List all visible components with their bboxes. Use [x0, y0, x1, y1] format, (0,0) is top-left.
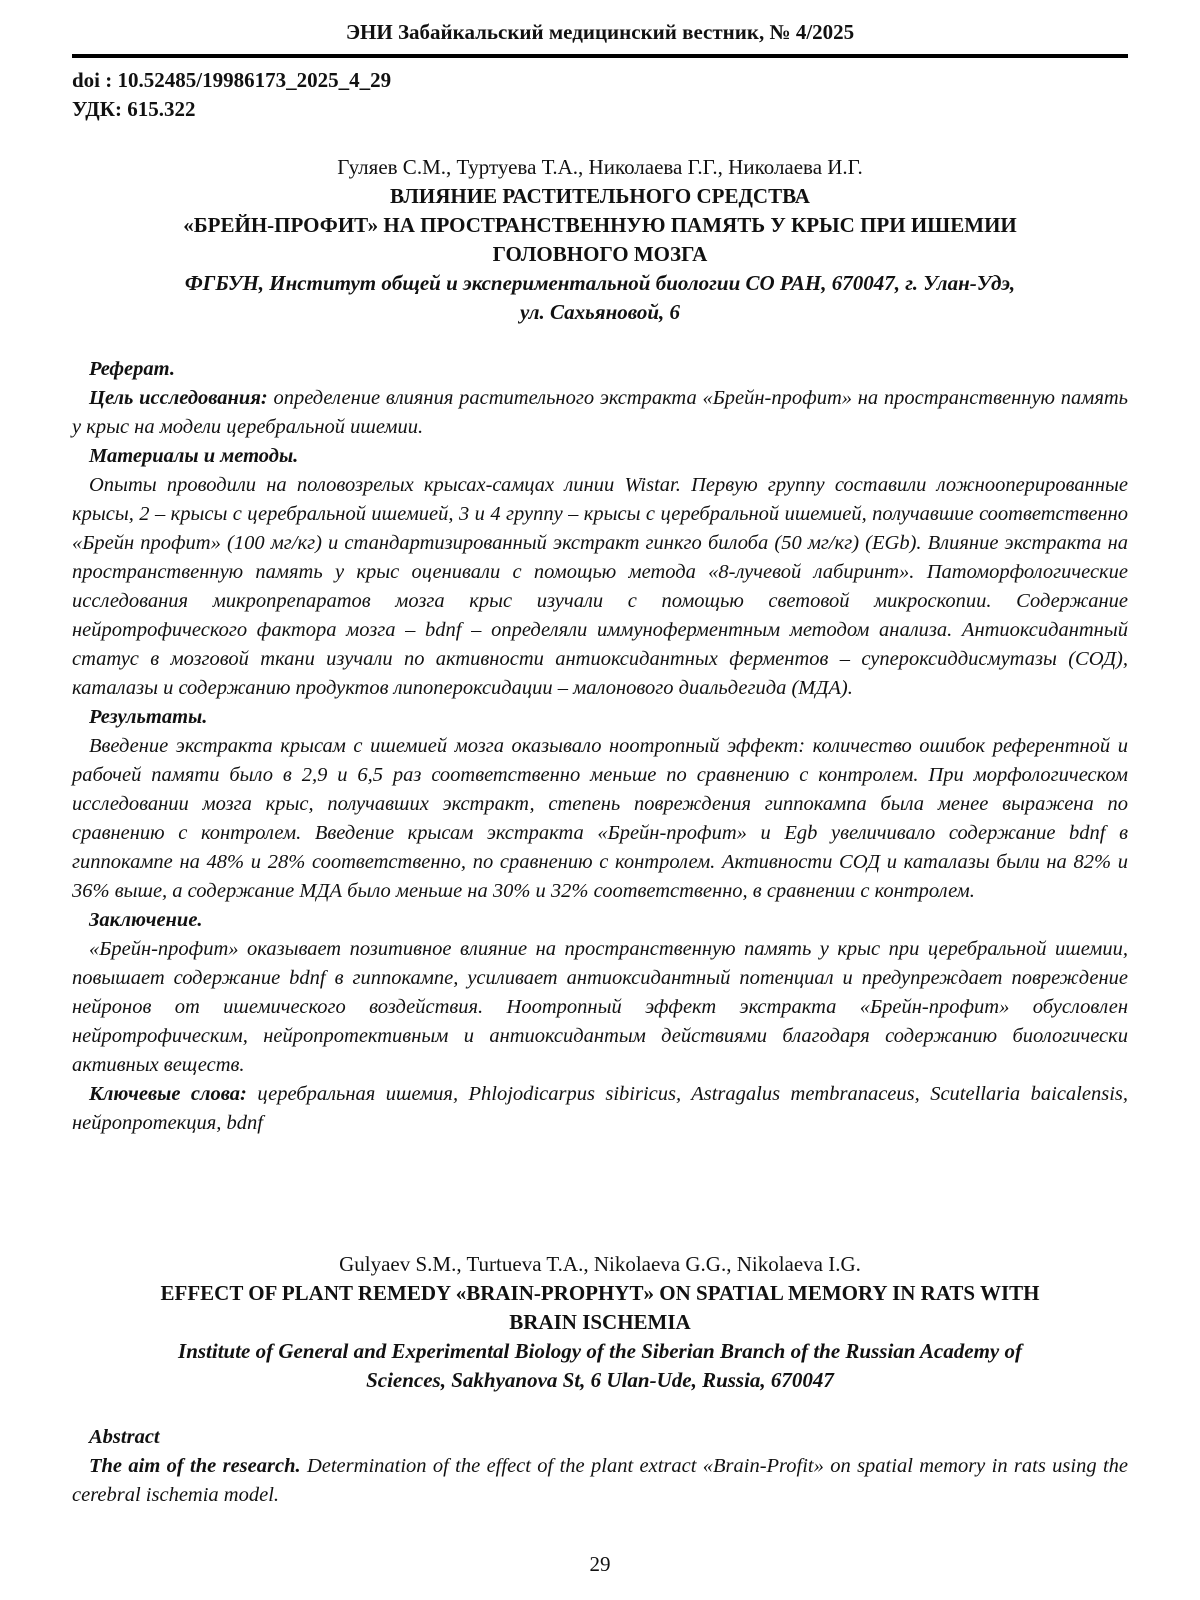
journal-header: ЭНИ Забайкальский медицинский вестник, № 4/2025 [345, 20, 855, 44]
aim-label: The aim of the research. [89, 1455, 301, 1477]
methods-text: Опыты проводили на половозрелых крысах-самцах линии Wistar. Первую группу составили ложнооперированные крысы, 2 – крысы с церебральной ишемией, 3 и 4 группу – крысы с церебральной ишемией, получавшие соответственно «Брейн профит» (100 мг/кг) и стандартизированный экстракт гинкго билоба (50 мг/кг) (EGb). Влияние экстракта на пространственную память у крыс оценивали с помощью метода «8-лучевой лабиринт». Патоморфологические исследования микропрепаратов мозга крыс изучали с помощью световой микроскопии. Содержание нейротрофического фактора мозга – bdnf – определяли иммуноферментным методом анализа. Антиоксидантный статус в мозговой ткани изучали по активности антиоксидантных ферментов – супероксиддисмутазы (СОД), каталазы и содержанию продуктов липопероксидации – малонового диальдегида (МДА). [72, 474, 1128, 699]
keywords-text: церебральная ишемия, Phlojodicarpus sibiricus, Astragalus membranaceus, Scutellaria baicalensis, нейропротекция, bdnf [72, 1083, 1128, 1134]
conclusion-text: «Брейн-профит» оказывает позитивное влияние на пространственную память у крыс при церебральной ишемии, повышает содержание bdnf в гиппокампе, усиливает антиоксидантный потенциал и предупреждает повреждение нейронов от ишемического воздействия. Ноотропный эффект экстракта «Брейн-профит» обусловлен нейротрофическим, нейропротективным и антиоксидантым действиями благодаря содержанию биологически активных веществ. [72, 938, 1128, 1076]
title-line: EFFECT OF PLANT REMEDY «BRAIN-PROPHYT» ON SPATIAL MEMORY IN RATS WITH [160, 1281, 1040, 1305]
affiliation-line: Sciences, Sakhyanova St, 6 Ulan-Ude, Russia, 670047 [366, 1368, 834, 1392]
page-number: 29 [589, 1552, 611, 1576]
affiliation-en [72, 1337, 1128, 1395]
abstract-heading: Реферат. [89, 358, 175, 380]
title-line: BRAIN ISCHEMIA [509, 1310, 691, 1334]
article-meta [72, 66, 1128, 124]
keywords-paragraph [72, 1080, 1128, 1138]
authors-en: Gulyaev S.M., Turtueva T.A., Nikolaeva G.G., Nikolaeva I.G. [339, 1252, 861, 1276]
abstract-en [72, 1423, 1128, 1510]
udk: УДК: 615.322 [72, 97, 196, 121]
affiliation-line: ФГБУН, Институт общей и экспериментальной биологии СО РАН, 670047, г. Улан-Удэ, [184, 271, 1016, 295]
abstract-ru [72, 355, 1128, 1138]
article-title-ru [72, 182, 1128, 269]
article-title-en [72, 1279, 1128, 1337]
header-divider [72, 54, 1128, 58]
affiliation-ru [72, 269, 1128, 327]
conclusion-heading: Заключение. [89, 909, 203, 931]
aim-paragraph [72, 1452, 1128, 1510]
aim-text: Determination of the effect of the plant extract «Brain-Profit» on spatial memory in rats using the cerebral ischemia model. [72, 1455, 1128, 1506]
authors-ru: Гуляев С.М., Туртуева Т.А., Николаева Г.Г., Николаева И.Г. [337, 155, 863, 179]
results-text: Введение экстракта крысам с ишемией мозга оказывало ноотропный эффект: количество ошибок референтной и рабочей памяти было в 2,9 и 6,5 раз соответственно меньше по сравнению с контролем. При морфологическом исследовании мозга крыс, получавших экстракт, степень повреждения гиппокампа была менее выражена по сравнению с контролем. Введение крысам экстракта «Брейн-профит» и Egb увеличивало содержание bdnf в гиппокампе на 48% и 28% соответственно, по сравнению с контролем. Активности СОД и каталазы были на 82% и 36% выше, а содержание МДА было меньше на 30% и 32% соответственно, в сравнении с контролем. [72, 735, 1128, 902]
aim-paragraph [72, 384, 1128, 442]
keywords-label: Ключевые слова: [89, 1083, 247, 1105]
aim-label: Цель исследования: [89, 387, 268, 409]
abstract-heading: Abstract [89, 1426, 160, 1448]
affiliation-line: ул. Сахьяновой, 6 [519, 300, 681, 324]
results-heading: Результаты. [89, 706, 208, 728]
methods-heading: Материалы и методы. [89, 445, 299, 467]
title-line: ВЛИЯНИЕ РАСТИТЕЛЬНОГО СРЕДСТВА [390, 184, 810, 208]
title-line: ГОЛОВНОГО МОЗГА [492, 242, 708, 266]
affiliation-line: Institute of General and Experimental Biology of the Siberian Branch of the Russian Academy of [178, 1339, 1022, 1363]
title-line: «БРЕЙН-ПРОФИТ» НА ПРОСТРАНСТВЕННУЮ ПАМЯТЬ У КРЫС ПРИ ИШЕМИИ [183, 213, 1017, 237]
doi: doi : 10.52485/19986173_2025_4_29 [72, 68, 392, 92]
aim-text: определение влияния растительного экстракта «Брейн-профит» на пространственную память у крыс на модели церебральной ишемии. [72, 387, 1128, 438]
